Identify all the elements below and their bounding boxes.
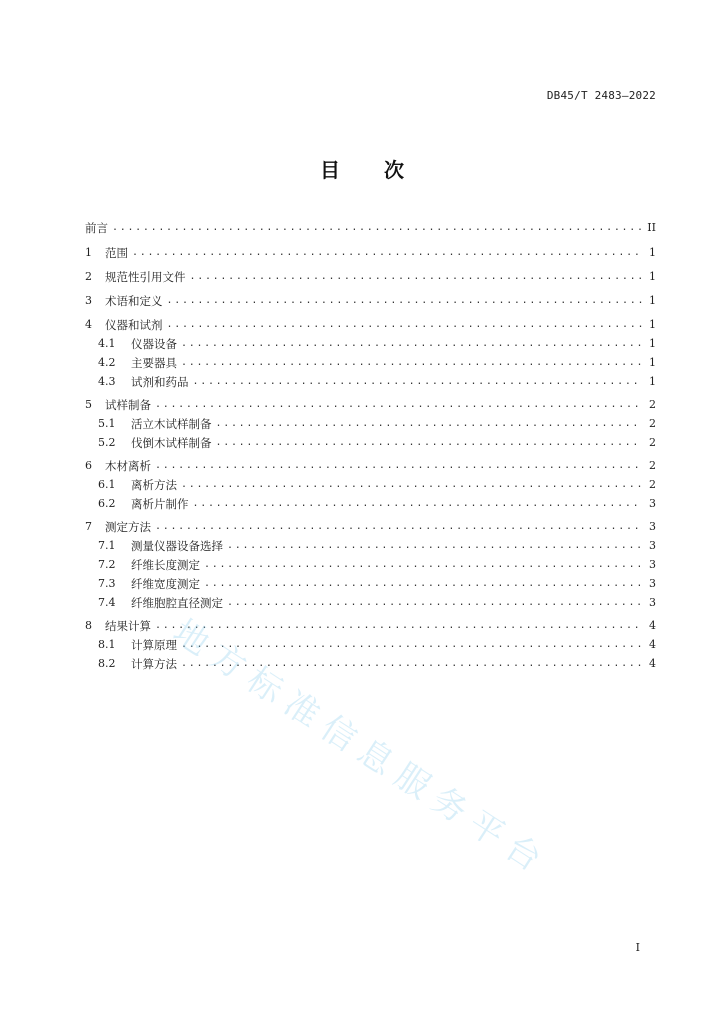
page-title [0, 154, 724, 183]
toc-entry[interactable] [98, 374, 656, 390]
toc-entry[interactable] [85, 245, 656, 261]
toc-entry-label: 规范性引用文件 [105, 270, 186, 284]
toc-entry-page: 4 [649, 638, 656, 651]
toc-entry[interactable] [98, 416, 656, 432]
toc-entry-page: 1 [649, 337, 656, 350]
toc-leader-dots [181, 355, 642, 371]
toc-entry[interactable] [85, 618, 656, 634]
toc-entry-label: 试剂和药品 [131, 375, 189, 389]
toc-entry-label: 计算原理 [131, 638, 177, 652]
toc-entry-number: 6.2 [98, 497, 116, 510]
toc-entry[interactable] [98, 336, 656, 352]
watermark: 地方标准信息服务平台 [165, 611, 557, 885]
toc-leader-dots [167, 293, 643, 309]
toc-leader-dots [155, 397, 642, 413]
toc-leader-dots [227, 538, 642, 554]
toc-entry-label: 术语和定义 [105, 294, 163, 308]
toc-entry-number: 6 [85, 459, 92, 472]
toc-leader-dots [227, 595, 642, 611]
toc-entry-page: 1 [649, 246, 656, 259]
toc-entry[interactable] [85, 317, 656, 333]
toc-entry-page: 1 [649, 270, 656, 283]
toc-entry[interactable] [85, 220, 656, 236]
toc-entry-page: 2 [649, 459, 656, 472]
page-title-char-2: 次 [384, 158, 404, 182]
toc-leader-dots [193, 374, 643, 390]
toc-entry-page: 2 [649, 478, 656, 491]
toc-entry[interactable] [98, 435, 656, 451]
toc-entry-page: II [647, 221, 656, 234]
toc-entry[interactable] [98, 496, 656, 512]
toc-entry-label: 纤维宽度测定 [131, 577, 200, 591]
toc-entry-label: 离析方法 [131, 478, 177, 492]
toc-entry-label: 纤维胞腔直径测定 [131, 596, 223, 610]
toc-leader-dots [193, 496, 643, 512]
toc-leader-dots [167, 317, 643, 333]
toc-leader-dots [181, 336, 642, 352]
toc-entry-number: 4.2 [98, 356, 116, 369]
toc-entry-number: 7.3 [98, 577, 116, 590]
toc-entry-number: 8.2 [98, 657, 116, 670]
toc-leader-dots [181, 637, 642, 653]
toc-entry-label: 仪器和试剂 [105, 318, 163, 332]
toc-entry-label: 范围 [105, 246, 128, 260]
toc-entry[interactable] [98, 355, 656, 371]
toc-entry-number: 5 [85, 398, 92, 411]
toc-leader-dots [204, 576, 642, 592]
toc-entry-number: 8.1 [98, 638, 116, 651]
toc-entry-page: 4 [649, 657, 656, 670]
toc-entry-number: 4 [85, 318, 92, 331]
toc-entry[interactable] [85, 458, 656, 474]
toc-entry-page: 1 [649, 375, 656, 388]
toc-entry[interactable] [85, 397, 656, 413]
toc-entry-page: 2 [649, 436, 656, 449]
toc-entry-page: 1 [649, 294, 656, 307]
toc-entry[interactable] [98, 637, 656, 653]
toc-leader-dots [181, 477, 642, 493]
toc-leader-dots [204, 557, 642, 573]
toc-leader-dots [181, 656, 642, 672]
toc-entry-number: 1 [85, 246, 92, 259]
toc-entry-label: 计算方法 [131, 657, 177, 671]
toc-entry-label: 前言 [85, 221, 108, 235]
toc-leader-dots [112, 220, 641, 236]
toc-entry-page: 1 [649, 356, 656, 369]
toc-entry-label: 木材离析 [105, 459, 151, 473]
toc-entry-label: 试样制备 [105, 398, 151, 412]
toc-entry-number: 7.4 [98, 596, 116, 609]
page-number: I [635, 941, 640, 954]
toc-entry[interactable] [85, 519, 656, 535]
toc-leader-dots [216, 435, 643, 451]
toc-entry-label: 结果计算 [105, 619, 151, 633]
toc-entry-page: 3 [649, 539, 656, 552]
toc-entry-label: 活立木试样制备 [131, 417, 212, 431]
toc-entry-page: 1 [649, 318, 656, 331]
toc-entry-label: 测定方法 [105, 520, 151, 534]
toc-entry-label: 仪器设备 [131, 337, 177, 351]
toc-leader-dots [216, 416, 643, 432]
toc-leader-dots [132, 245, 642, 261]
toc-entry-number: 5.1 [98, 417, 116, 430]
toc-entry[interactable] [85, 269, 656, 285]
toc-entry-number: 3 [85, 294, 92, 307]
toc-entry-label: 主要器具 [131, 356, 177, 370]
toc-leader-dots [155, 618, 642, 634]
toc-entry-label: 纤维长度测定 [131, 558, 200, 572]
toc-leader-dots [155, 519, 642, 535]
toc-entry-label: 测量仪器设备选择 [131, 539, 223, 553]
toc-entry-page: 2 [649, 417, 656, 430]
toc-entry-label: 离析片制作 [131, 497, 189, 511]
toc-entry[interactable] [98, 557, 656, 573]
toc-entry-number: 5.2 [98, 436, 116, 449]
toc-entry-page: 3 [649, 577, 656, 590]
document-code: DB45/T 2483—2022 [546, 89, 656, 102]
toc-entry[interactable] [98, 595, 656, 611]
toc-entry-number: 2 [85, 270, 92, 283]
toc-entry-number: 4.3 [98, 375, 116, 388]
toc-entry-number: 8 [85, 619, 92, 632]
toc-entry-number: 7.2 [98, 558, 116, 571]
toc-entry[interactable] [98, 538, 656, 554]
toc-entry-label: 伐倒木试样制备 [131, 436, 212, 450]
toc-leader-dots [190, 269, 643, 285]
toc-entry[interactable] [85, 293, 656, 309]
toc-entry[interactable] [98, 576, 656, 592]
toc-entry-number: 7.1 [98, 539, 116, 552]
toc-entry-page: 3 [649, 558, 656, 571]
toc-entry[interactable] [98, 656, 656, 672]
page-title-char-1: 目 [320, 158, 340, 182]
toc-leader-dots [155, 458, 642, 474]
toc-entry-page: 4 [649, 619, 656, 632]
toc-entry-number: 4.1 [98, 337, 116, 350]
toc-entry-number: 6.1 [98, 478, 116, 491]
toc-entry-page: 3 [649, 520, 656, 533]
toc-entry-page: 2 [649, 398, 656, 411]
toc-entry[interactable] [98, 477, 656, 493]
toc-entry-number: 7 [85, 520, 92, 533]
toc-entry-page: 3 [649, 497, 656, 510]
toc-entry-page: 3 [649, 596, 656, 609]
